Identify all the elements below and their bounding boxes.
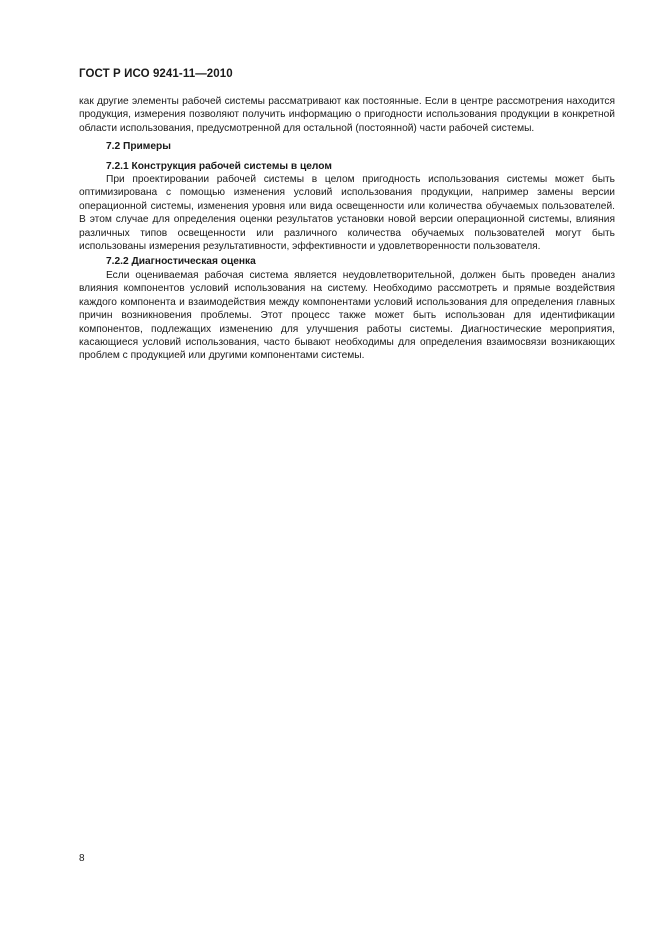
section-7-2-2-paragraph: Если оцениваемая рабочая система является неудовлетворительной, должен быть проведен анализ влияния компонентов условий использования на систему. Необходимо рассмотреть и прямые воздействия каждого компонента и взаимодействия между компонентами условий использования для определения главных причин возникновения проблемы. Этот процесс также может быть использован для идентификации компонентов, подлежащих изменению для улучшения работы системы. Диагностические мероприятия, касающиеся условий использования, часто бывают необходимы для определения взаимосвязи возникающих проблем с продукцией или другими компонентами системы. bbox=[79, 269, 615, 362]
section-7-2-1-paragraph: При проектировании рабочей системы в целом пригодность использования системы может быть оптимизирована с помощью изменения условий использования продукции, например замены версии операционной системы, изменения уровня или вида освещенности или количества обучаемых пользователей. В этом случае для определения оценки результатов установки новой версии операционной системы, влияния различных типов освещенности или различного количества обучаемых пользователей могут быть использованы измерения результативности, эффективности и удовлетворенности пользователя. bbox=[79, 174, 615, 253]
page-number: 8 bbox=[79, 853, 85, 864]
document-header: ГОСТ Р ИСО 9241-11—2010 bbox=[79, 68, 233, 80]
section-7-2-2-heading: 7.2.2 Диагностическая оценка bbox=[106, 256, 256, 268]
document-body bbox=[79, 95, 615, 363]
section-7-2-heading: 7.2 Примеры bbox=[106, 141, 171, 153]
intro-paragraph: как другие элементы рабочей системы рассматривают как постоянные. Если в центре рассмотрения находится продукция, измерения позволяют получить информацию о пригодности использования продукции в конкретной области использования, предусмотренной для остальной (постоянной) части рабочей системы. bbox=[79, 96, 615, 134]
section-7-2-1-heading: 7.2.1 Конструкция рабочей системы в целом bbox=[106, 160, 332, 172]
